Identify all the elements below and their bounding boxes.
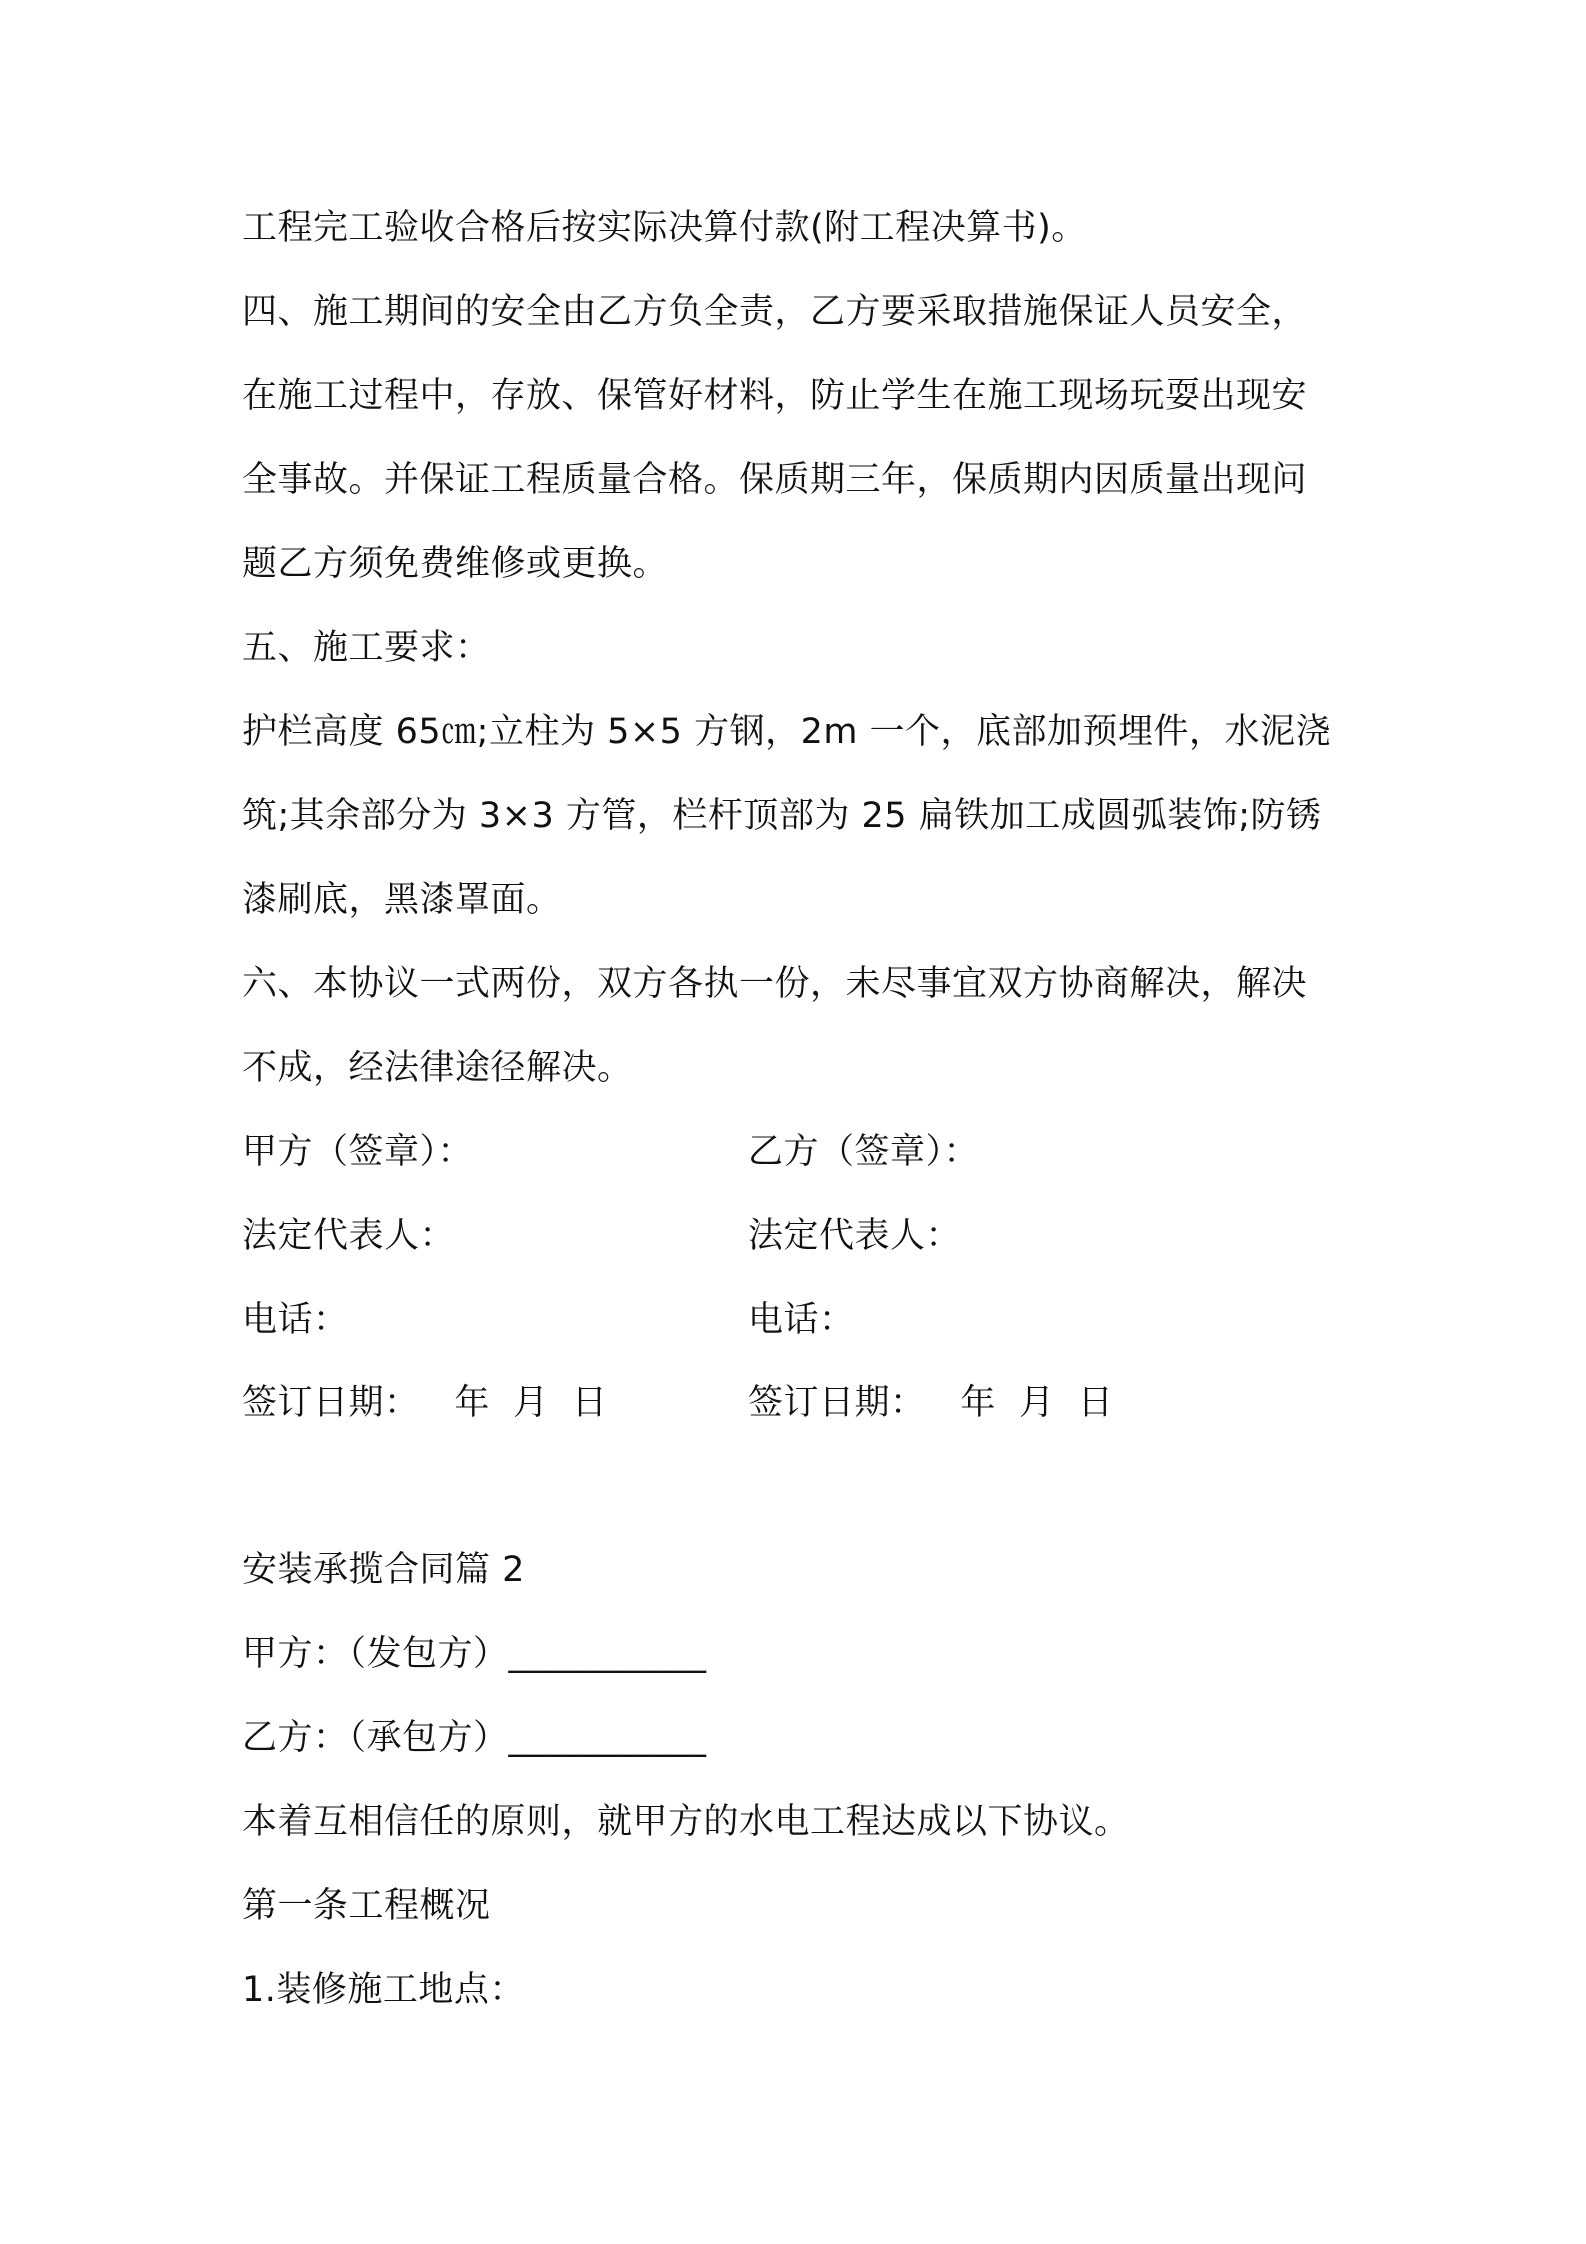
party-b-seal: 乙方（签章）： [748,1132,980,1172]
clause-5-line-2: 筑;其余部分为 3×3 方管，栏杆顶部为 25 扁铁加工成圆弧装饰;防锈 [242,796,1322,836]
clause-5-title: 五、施工要求： [242,628,491,668]
clause-6-line-2: 不成，经法律途径解决。 [242,1048,633,1088]
section-2-intro: 本着互相信任的原则，就甲方的水电工程达成以下协议。 [242,1802,1130,1842]
party-a-date: 签订日期： 年 月 日 [242,1383,608,1423]
section-2-title: 安装承揽合同篇 2 [242,1550,525,1590]
clause-4-line-2: 在施工过程中，存放、保管好材料，防止学生在施工现场玩耍出现安 [242,376,1308,416]
item-1-location: 1.装修施工地点： [242,1970,525,2010]
section-2-party-b: 乙方：（承包方）___________ [242,1718,707,1758]
party-b-rep: 法定代表人： [748,1216,962,1256]
party-b-phone: 电话： [748,1300,855,1340]
party-a-seal: 甲方（签章）： [242,1132,474,1172]
clause-5-line-1: 护栏高度 65㎝;立柱为 5×5 方钢，2m 一个，底部加预埋件，水泥浇 [242,712,1332,752]
section-2-party-a: 甲方：（发包方）___________ [242,1634,707,1674]
clause-4-line-3: 全事故。并保证工程质量合格。保质期三年，保质期内因质量出现问 [242,460,1308,500]
payment-line: 工程完工验收合格后按实际决算付款(附工程决算书)。 [242,208,1087,248]
clause-4-line-1: 四、施工期间的安全由乙方负全责，乙方要采取措施保证人员安全， [242,292,1308,332]
clause-6-line-1: 六、本协议一式两份，双方各执一份，未尽事宜双方协商解决，解决 [242,964,1308,1004]
article-1-title: 第一条工程概况 [242,1886,491,1926]
party-b-date: 签订日期： 年 月 日 [748,1383,1114,1423]
clause-5-line-3: 漆刷底，黑漆罩面。 [242,880,562,920]
party-a-rep: 法定代表人： [242,1216,456,1256]
party-a-phone: 电话： [242,1300,349,1340]
clause-4-line-4: 题乙方须免费维修或更换。 [242,544,669,584]
